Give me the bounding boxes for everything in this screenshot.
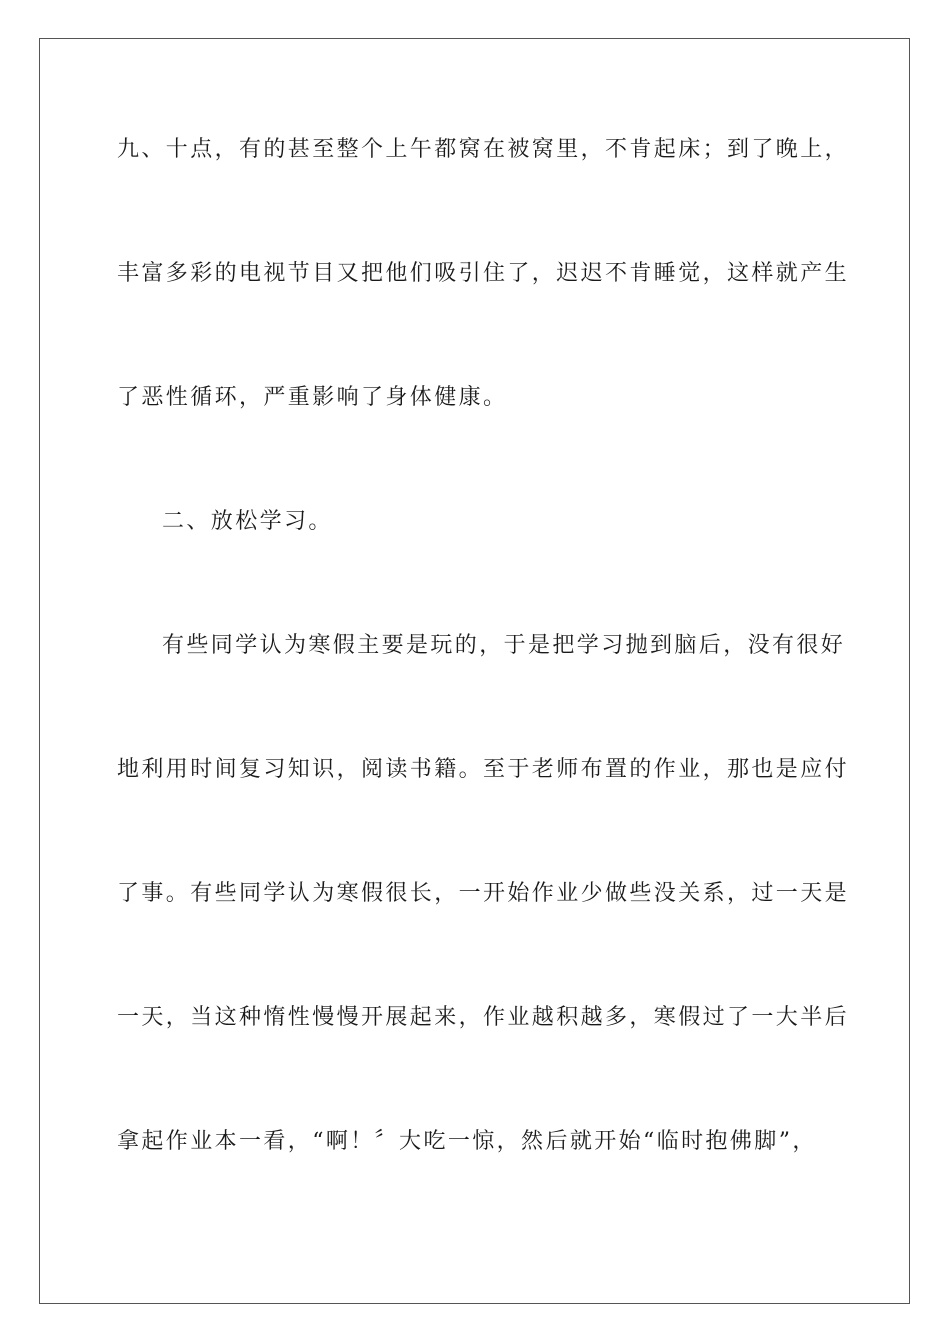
page-frame <box>39 38 910 1304</box>
text-line-8: 一天，当这种惰性慢慢开展起来，作业越积越多，寒假过了一大半后 <box>117 1005 850 1030</box>
text-line-9: 拿起作业本一看，“啊！〞大吃一惊，然后就开始“临时抱佛脚”， <box>117 1129 817 1154</box>
text-line-7: 了事。有些同学认为寒假很长，一开始作业少做些没关系，过一天是 <box>117 881 850 906</box>
text-line-1: 九、十点，有的甚至整个上午都窝在被窝里，不肯起床；到了晚上， <box>117 137 850 162</box>
text-line-6: 地利用时间复习知识，阅读书籍。至于老师布置的作业，那也是应付 <box>117 757 850 782</box>
text-line-3: 了恶性循环，严重影响了身体健康。 <box>117 385 508 410</box>
text-line-2: 丰富多彩的电视节目又把他们吸引住了，迟迟不肯睡觉，这样就产生 <box>117 261 850 286</box>
section-heading: 二、放松学习。 <box>162 509 333 534</box>
text-line-5: 有些同学认为寒假主要是玩的，于是把学习抛到脑后，没有很好 <box>162 633 846 658</box>
